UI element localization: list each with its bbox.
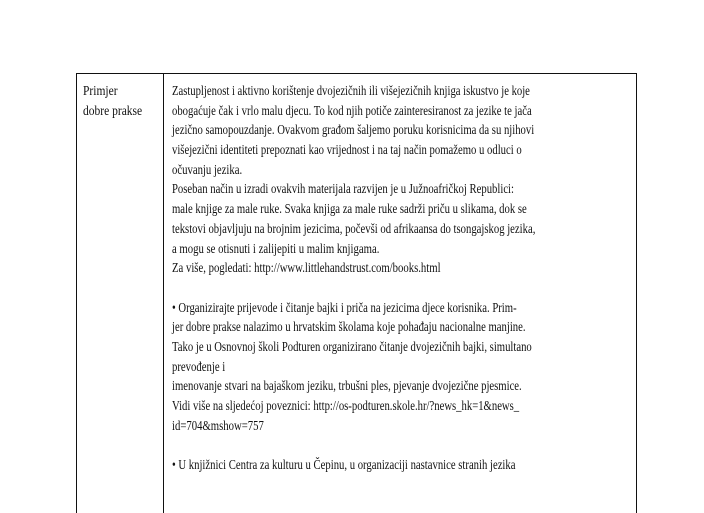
paragraph-line: prevođenje i	[172, 358, 226, 374]
blank-line	[172, 435, 629, 455]
link-line[interactable]: id=704&mshow=757	[172, 417, 264, 433]
paragraph-line: Poseban način u izradi ovakvih materijala razvijen je u Južnoafričkoj Republici:	[172, 181, 515, 197]
document-table	[76, 73, 637, 513]
paragraph-line: Tako je u Osnovnoj školi Podturen organizirano čitanje dvojezičnih bajki, simultano	[172, 338, 532, 354]
content-cell	[172, 81, 629, 475]
paragraph-line: višejezični identiteti prepoznati kao vrijednost i na taj način pomažemo u odluci o	[172, 142, 522, 158]
bullet-line: • U knjižnici Centra za kulturu u Čepinu, u organizaciji nastavnice stranih jezika	[172, 457, 516, 473]
paragraph-line: Zastupljenost i aktivno korištenje dvojezičnih ili višejezičnih knjiga iskustvo je koje	[172, 83, 530, 98]
label-cell	[83, 81, 150, 120]
paragraph-line: obogaćuje čak i vrlo malu djecu. To kod njih potiče zainteresiranost za jezike te jača	[172, 102, 532, 118]
paragraph-line: jer dobre prakse nalazimo u hrvatskim školama koje pohađaju nacionalne manjine.	[172, 319, 526, 335]
label-line: dobre prakse	[83, 102, 143, 118]
paragraph-line: očuvanju jezika.	[172, 161, 243, 177]
label-line: Primjer	[83, 83, 118, 98]
paragraph-line: a mogu se otisnuti i zalijepiti u malim knjigama.	[172, 240, 380, 256]
column-divider	[163, 74, 164, 513]
paragraph-line: male knjige za male ruke. Svaka knjiga za male ruke sadrži priču u slikama, dok se	[172, 201, 527, 217]
bullet-line: • Organizirajte prijevode i čitanje bajki i priča na jezicima djece korisnika. Prim-	[172, 299, 517, 315]
paragraph-line: tekstovi objavljuju na brojnim jezicima, počevši od afrikaansa do tsongajskog jezika,	[172, 220, 536, 236]
link-line[interactable]: Vidi više na sljedećoj poveznici: http://os-podturen.skole.hr/?news_hk=1&news_	[172, 398, 520, 413]
link-line[interactable]: Za više, pogledati: http://www.littlehandstrust.com/books.html	[172, 260, 441, 276]
paragraph-line: jezično samopouzdanje. Ovakvom građom šaljemo poruku korisnicima da su njihovi	[172, 122, 535, 138]
blank-line	[172, 278, 629, 298]
paragraph-line: imenovanje stvari na bajaškom jeziku, trbušni ples, pjevanje dvojezične pjesmice.	[172, 378, 522, 394]
